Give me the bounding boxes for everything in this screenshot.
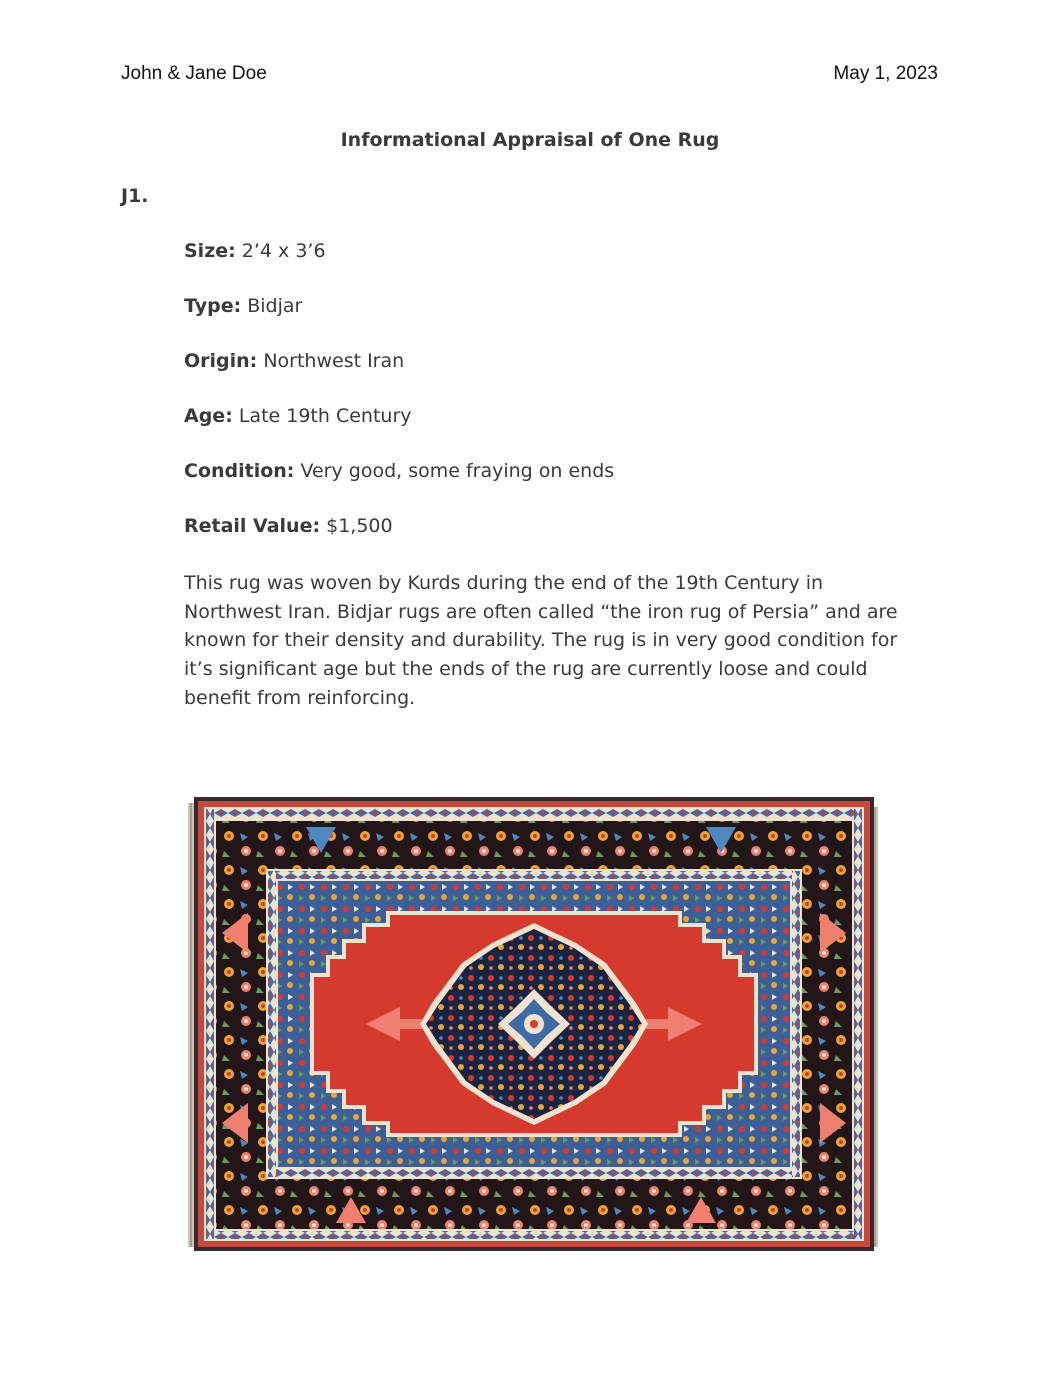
field-origin-label: Origin:: [184, 350, 258, 372]
field-age: [184, 405, 412, 427]
field-age-value: Late 19th Century: [232, 405, 412, 427]
field-size-label: Size:: [184, 240, 236, 262]
client-name: John & Jane Doe: [121, 63, 267, 84]
description-paragraph: This rug was woven by Kurds during the end of the 19th Century in Northwest Iran. Bidjar rugs are often called “the iron rug of Persia” and are known for their density and durability. The rug is in very good condition for it’s significant age but the ends of the rug are currently loose and could benefit from reinforcing.: [184, 572, 898, 709]
appraisal-date: May 1, 2023: [833, 63, 938, 84]
field-origin: [184, 350, 404, 372]
item-id: J1.: [121, 185, 149, 207]
document-title: Informational Appraisal of One Rug: [340, 129, 720, 151]
field-type-label: Type:: [184, 295, 242, 317]
field-type-value: Bidjar: [241, 295, 303, 317]
field-origin-value: Northwest Iran: [257, 350, 405, 372]
field-type: [184, 295, 302, 317]
field-retail-value-label: Retail Value:: [184, 515, 321, 537]
field-retail-value: [184, 515, 393, 537]
field-condition: [184, 460, 614, 482]
field-age-label: Age:: [184, 405, 233, 427]
field-retail-value-value: $1,500: [320, 515, 393, 537]
field-size-value: 2’4 x 3’6: [235, 240, 326, 262]
field-size: [184, 240, 326, 262]
field-condition-value: Very good, some fraying on ends: [294, 460, 615, 482]
field-condition-label: Condition:: [184, 460, 295, 482]
rug-photo: [186, 793, 880, 1255]
